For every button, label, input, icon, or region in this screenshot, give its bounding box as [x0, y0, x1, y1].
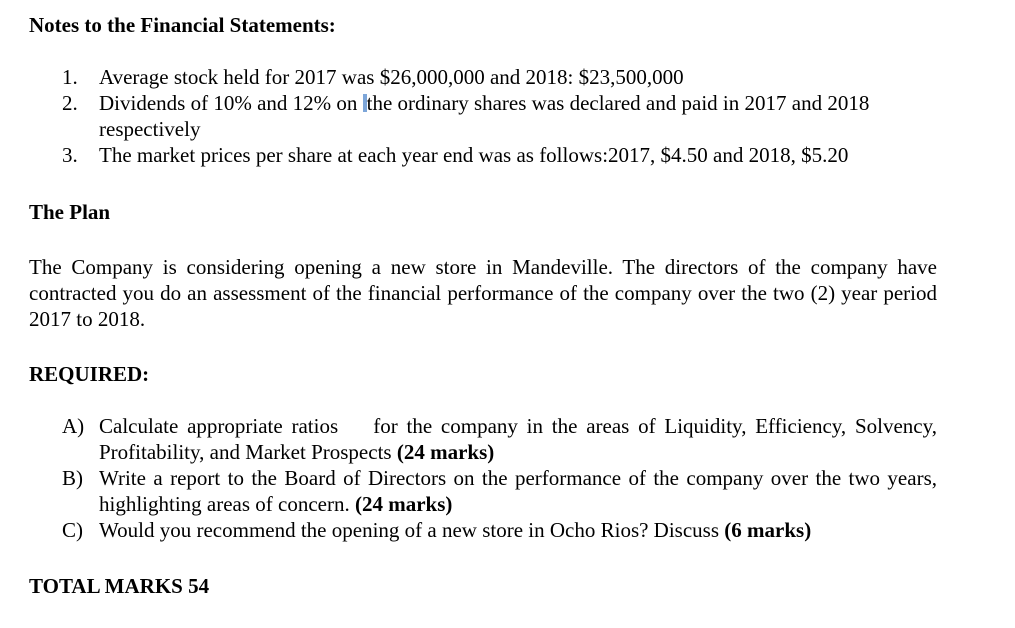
- notes-list: [62, 64, 962, 168]
- notes-heading: Notes to the Financial Statements:: [29, 13, 336, 37]
- marks-label: (24 marks): [396, 440, 495, 464]
- list-item-text: Calculate appropriate ratios for the company in the areas of Liquidity, Efficiency, Solvency, Profitability, and Market Prospects: [99, 414, 943, 464]
- list-item: [62, 517, 937, 543]
- list-marker: 3.: [62, 143, 78, 167]
- list-item-text: Would you recommend the opening of a new store in Ocho Rios? Discuss: [99, 518, 720, 542]
- required-list: [62, 413, 943, 543]
- list-marker: A): [62, 414, 85, 438]
- list-item-text: Average stock held for 2017 was $26,000,000 and 2018: $23,500,000: [99, 65, 684, 89]
- marks-label: (24 marks): [355, 492, 453, 516]
- list-marker: B): [62, 466, 83, 490]
- list-item: [62, 64, 962, 90]
- list-item: [62, 465, 937, 517]
- plan-heading: The Plan: [29, 200, 111, 224]
- list-item: [62, 90, 962, 142]
- required-heading: REQUIRED:: [29, 362, 150, 386]
- list-item-text-part1: Dividends of 10% and 12% on: [99, 91, 363, 115]
- list-item: [62, 413, 943, 465]
- list-item-text-part2: the ordinary shares was declared and paid in 2017 and 2018 respectively: [99, 91, 870, 141]
- marks-label: (6 marks): [724, 518, 812, 542]
- plan-paragraph: The Company is considering opening a new store in Mandeville. The directors of the company have contracted you do an assessment of the financial performance of the company over the two (2) year period 2017 to 2018.: [29, 255, 937, 331]
- list-item-text: Write a report to the Board of Directors on the performance of the company over the two years, highlighting areas of concern.: [99, 466, 937, 516]
- list-item-text: The market prices per share at each year end was as follows:2017, $4.50 and 2018, $5.20: [99, 143, 849, 167]
- list-marker: 1.: [62, 65, 78, 89]
- list-marker: C): [62, 518, 83, 542]
- list-marker: 2.: [62, 91, 78, 115]
- list-item: [62, 142, 962, 168]
- total-marks: TOTAL MARKS 54: [29, 574, 210, 598]
